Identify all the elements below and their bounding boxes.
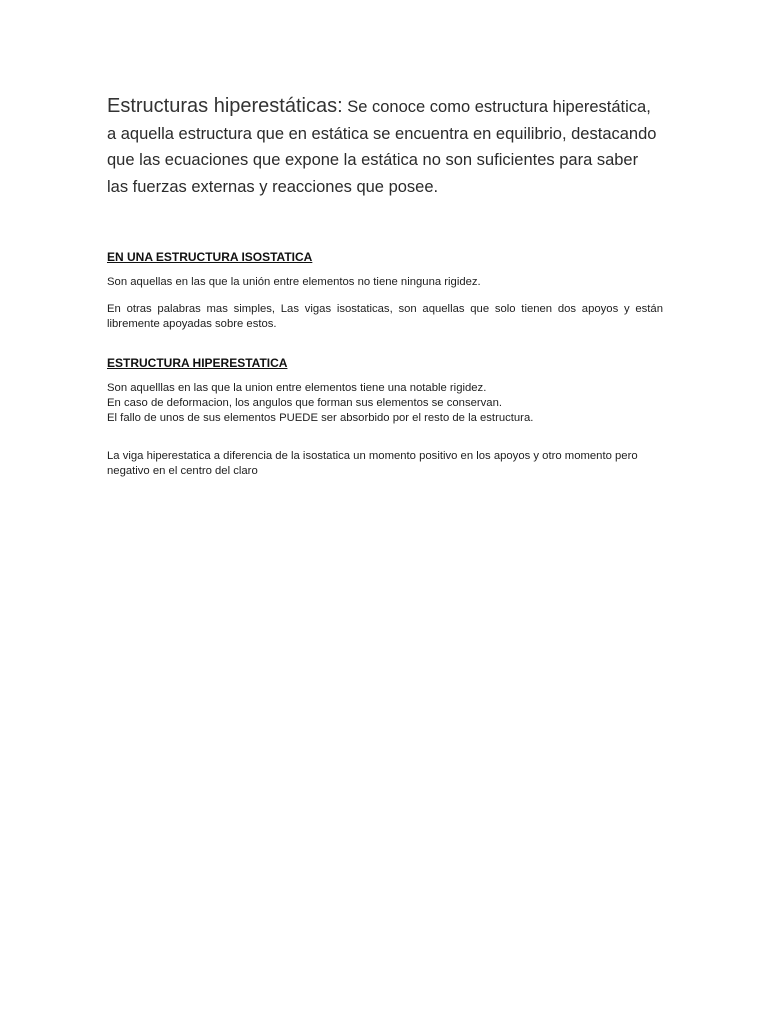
closing-paragraph: La viga hiperestatica a diferencia de la isostatica un momento positivo en los apoyos y otro momento pero negativo en el centro del claro [107, 450, 638, 477]
document-body [107, 93, 663, 479]
isostatica-paragraph-2: En otras palabras mas simples, Las vigas isostaticas, son aquellas que solo tienen dos apoyos y están libremente apoyadas sobre estos. [107, 303, 663, 330]
isostatica-paragraph-1: Son aquellas en las que la unión entre elementos no tiene ninguna rigidez. [107, 276, 481, 288]
section-heading-hiperestatica: ESTRUCTURA HIPERESTATICA [107, 356, 288, 370]
intro-text: Se conoce como estructura hiperestática, a aquella estructura que en estática se encuentra en equilibrio, destacando que las ecuaciones que expone la estática no son suficientes para saber las fuerzas externas y reacciones que posee. [107, 98, 657, 196]
intro-paragraph [107, 93, 663, 200]
hiperestatica-line: El fallo de unos de sus elementos PUEDE ser absorbido por el resto de la estructura. [107, 412, 534, 424]
document-title: Estructuras hiperestáticas: [107, 95, 343, 117]
hiperestatica-line: Son aquelllas en las que la union entre elementos tiene una notable rigidez. [107, 382, 487, 394]
hiperestatica-line: En caso de deformacion, los angulos que forman sus elementos se conservan. [107, 397, 502, 409]
hiperestatica-paragraph [107, 381, 663, 426]
section-heading-isostatica: EN UNA ESTRUCTURA ISOSTATICA [107, 250, 313, 264]
